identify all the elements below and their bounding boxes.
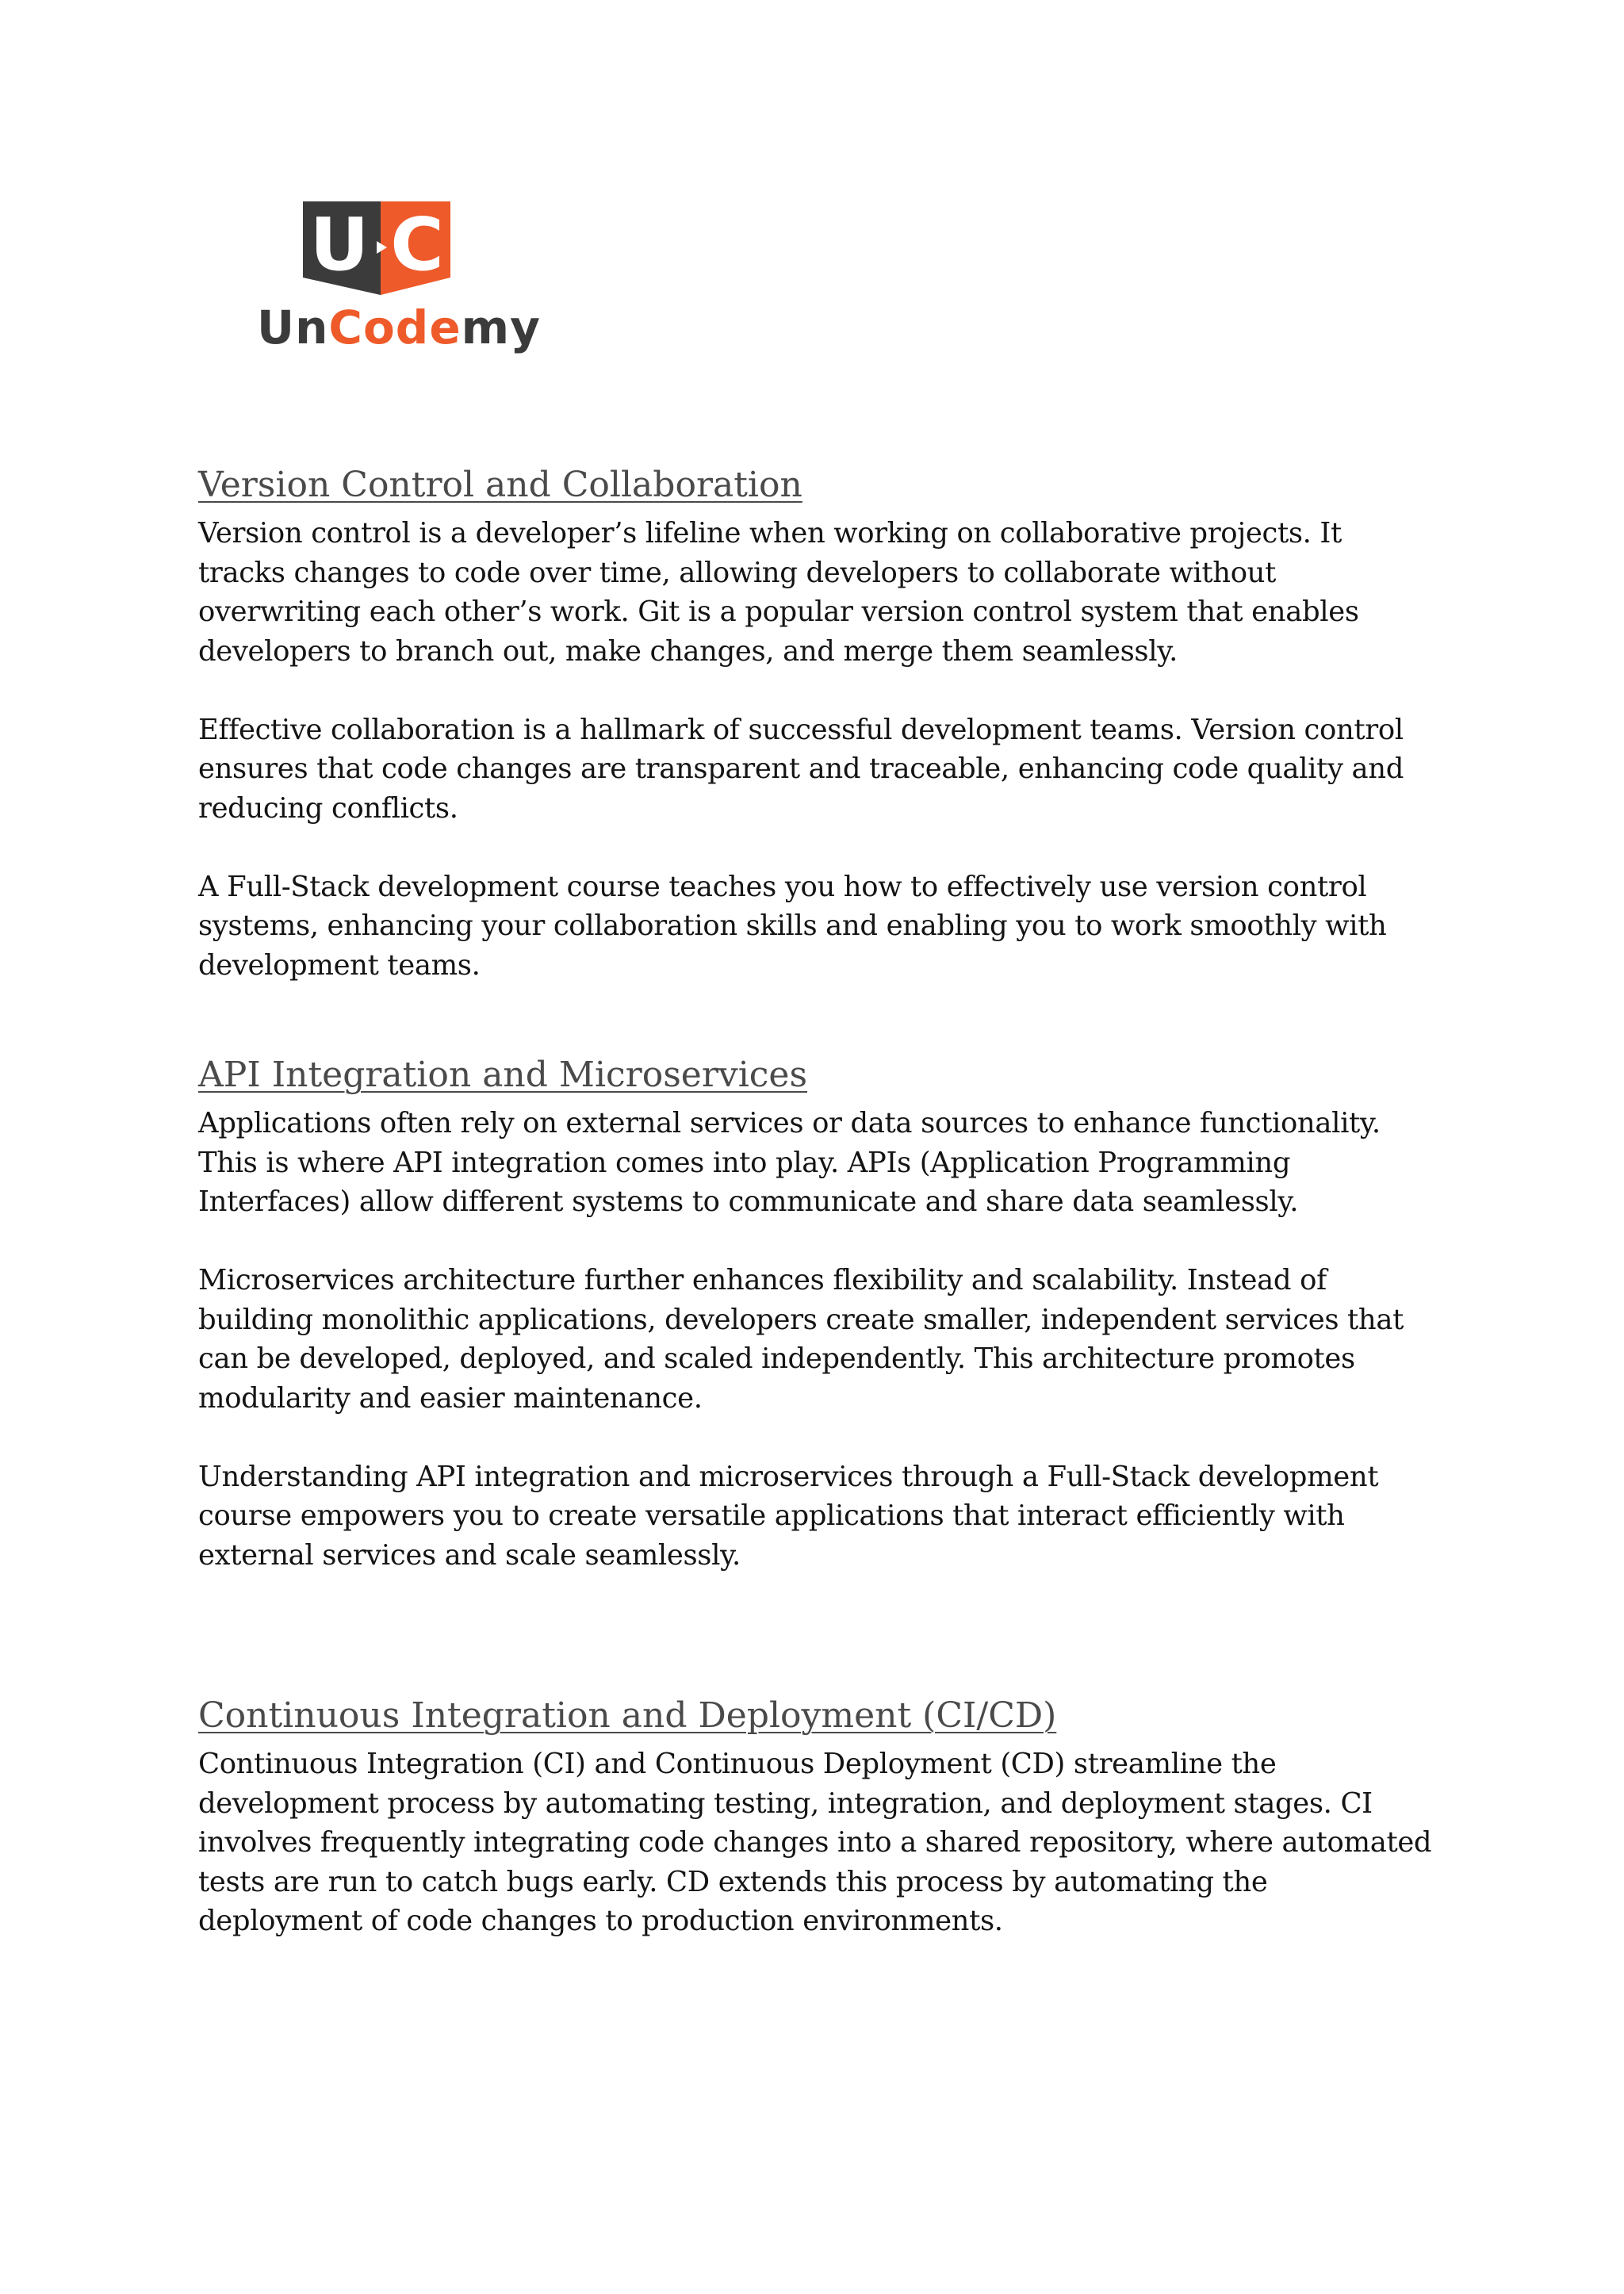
logo-wordmark xyxy=(257,300,541,355)
logo-letter-u: U xyxy=(309,202,370,287)
uncodemy-logo xyxy=(254,197,541,363)
logo-word-code: Code xyxy=(328,301,462,354)
paragraph: Applications often rely on external services or data sources to enhance functionality. This is where API integration comes into play. APIs (Application Programming Interfaces) allow different systems to communicate and share data seamlessly. xyxy=(198,1107,1381,1218)
heading-api-integration: API Integration and Microservices xyxy=(198,1055,808,1095)
section-version-control xyxy=(198,461,1435,985)
document-body xyxy=(198,461,1435,1980)
paragraph: A Full-Stack development course teaches you how to effectively use version control systems, enhancing your collaboration skills and enabling you to work smoothly with development teams. xyxy=(198,870,1387,982)
paragraph: Microservices architecture further enhances flexibility and scalability. Instead of building monolithic applications, developers create smaller, independent services that can be developed, deployed, and scaled independently. This architecture promotes modularity and easier maintenance. xyxy=(198,1264,1404,1415)
heading-version-control: Version Control and Collaboration xyxy=(198,465,802,505)
logo-word-un: Un xyxy=(257,301,329,354)
paragraph: Version control is a developer’s lifeline when working on collaborative projects. It tracks changes to code over time, allowing developers to collaborate without overwriting each other’s work. Git is a popular version control system that enables developers to branch out, make changes, and merge them seamlessly. xyxy=(198,517,1359,668)
logo-word-my: my xyxy=(461,301,541,354)
heading-ci-cd: Continuous Integration and Deployment (CI/CD) xyxy=(198,1695,1057,1736)
logo-letter-c: C xyxy=(390,202,444,287)
paragraph: Continuous Integration (CI) and Continuous Deployment (CD) streamline the development process by automating testing, integration, and deployment stages. CI involves frequently integrating code changes into a shared repository, where automated tests are run to catch bugs early. CD extends this process by automating the deployment of code changes to production environments. xyxy=(198,1748,1432,1937)
paragraph: Understanding API integration and microservices through a Full-Stack development course empowers you to create versatile applications that interact efficiently with external services and scale seamlessly. xyxy=(198,1460,1379,1572)
section-api-integration xyxy=(198,1051,1435,1575)
paragraph: Effective collaboration is a hallmark of successful development teams. Version control ensures that code changes are transparent and traceable, enhancing code quality and reducing conflicts. xyxy=(198,713,1404,825)
uc-badge-icon xyxy=(303,201,450,295)
section-ci-cd xyxy=(198,1692,1435,1941)
